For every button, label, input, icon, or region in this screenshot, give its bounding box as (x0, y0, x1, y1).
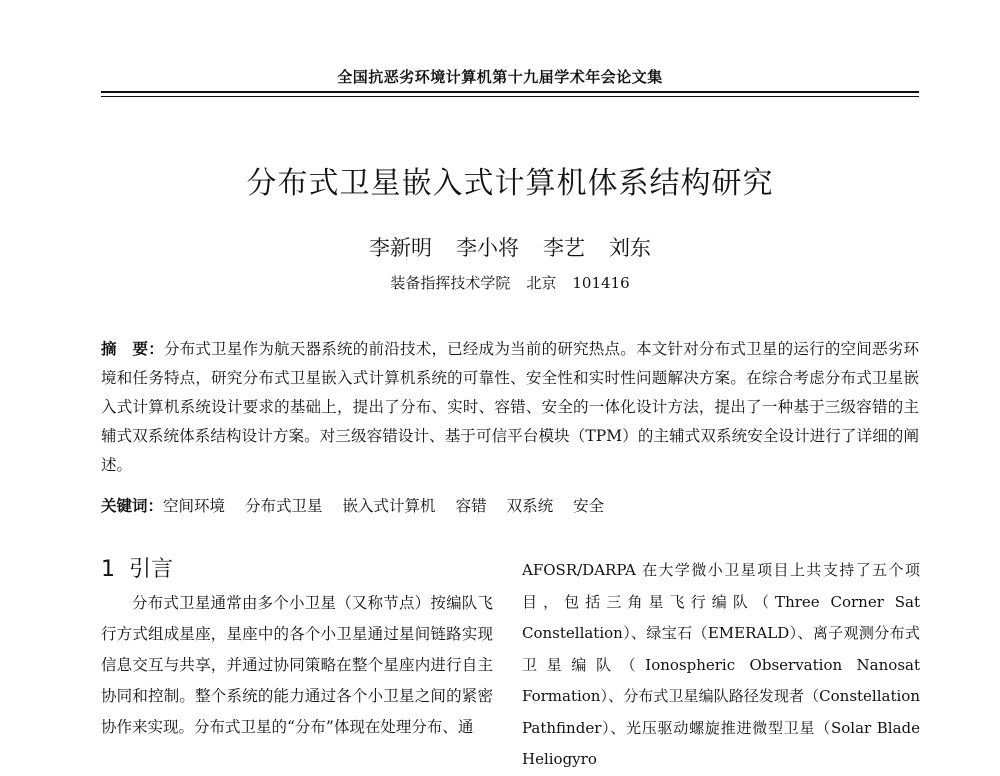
header-rule-thick (101, 91, 919, 93)
header-rule-thin (101, 96, 919, 97)
keyword: 嵌入式计算机 (342, 497, 436, 515)
keyword: 双系统 (506, 497, 554, 515)
keyword: 容错 (455, 497, 487, 515)
author: 李新明 (369, 236, 432, 260)
keyword: 空间环境 (163, 497, 226, 515)
author: 刘东 (609, 236, 651, 260)
paper-title: 分布式卫星嵌入式计算机体系结构研究 (246, 166, 774, 201)
abstract-text: 分布式卫星作为航天器系统的前沿技术，已经成为当前的研究热点。本文针对分布式卫星的运行的空间恶劣环境和任务特点，研究分布式卫星嵌入式计算机系统的可靠性、安全性和实时性问题解决方案。在综合考虑分布式卫星嵌入式计算机系统设计要求的基础上，提出了分布、实时、容错、安全的一体化设计方法，提出了一种基于三级容错的主辅式双系统体系结构设计方案。对三级容错设计、基于可信平台模块（TPM）的主辅式双系统安全设计进行了详细的阐述。 (101, 340, 919, 474)
affiliation (0, 272, 1000, 293)
affiliation-postcode: 101416 (572, 274, 630, 292)
running-title: 全国抗恶劣环境计算机第十九届学术年会论文集 (337, 68, 663, 86)
keywords-label: 关键词： (101, 496, 164, 515)
body-right-column: AFOSR/DARPA 在大学微小卫星项目上共支持了五个项目，包括三角星飞行编队（Three Corner Sat Constellation）、绿宝石（EMERALD）、离子观测分布式卫星编队（Ionospheric Observation Nanosat Formation）、分布式卫星编队路径发现者（Constellation Pathfinder）、光压驱动螺旋推进微型卫星（Solar Blade Heliogyro (522, 561, 920, 768)
section-heading (101, 552, 173, 583)
keyword: 安全 (573, 497, 605, 515)
section-title: 引言 (129, 557, 174, 582)
author: 李小将 (456, 236, 519, 260)
author-list (0, 232, 1000, 262)
affiliation-city: 北京 (526, 274, 557, 292)
author: 李艺 (543, 236, 585, 260)
keywords (101, 493, 919, 519)
affiliation-institution: 装备指挥技术学院 (390, 274, 511, 292)
section-number: 1 (101, 557, 115, 582)
abstract-label: 摘 要： (101, 339, 164, 358)
keyword: 分布式卫星 (245, 497, 323, 515)
body-left-column: 分布式卫星通常由多个小卫星（又称节点）按编队飞行方式组成星座，星座中的各个小卫星通过星间链路实现信息交互与共享，并通过协同策略在整个星座内进行自主协同和控制。整个系统的能力通过各个小卫星之间的紧密协作来实现。分布式卫星的“分布”体现在处理分布、通 (101, 594, 493, 736)
abstract (101, 334, 919, 480)
